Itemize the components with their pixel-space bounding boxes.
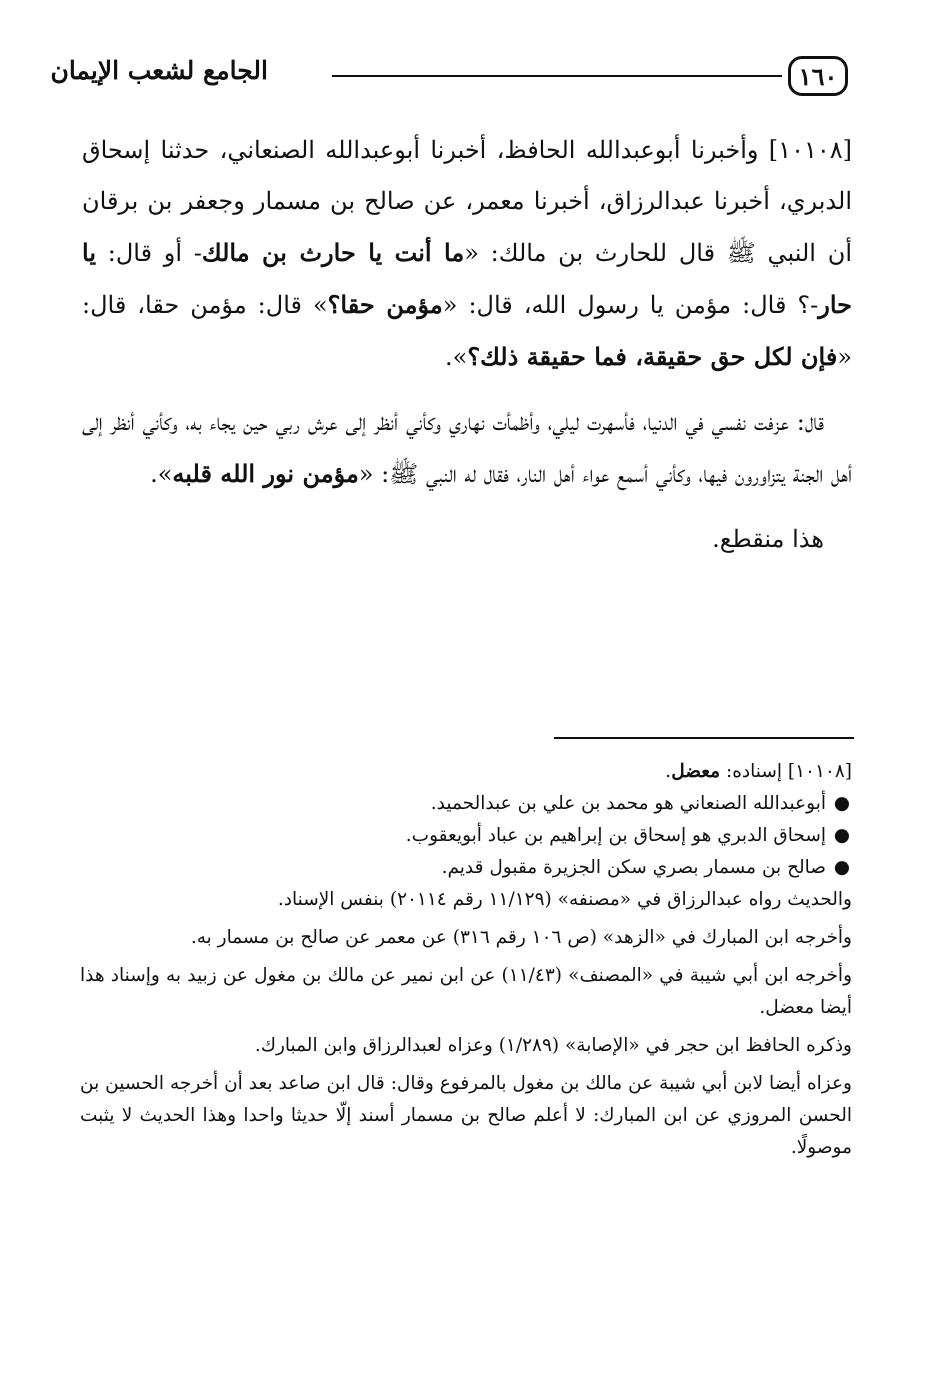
hadith-paragraph (82, 125, 852, 383)
bullet-icon: ● (833, 793, 850, 814)
footnote-number: [١٠١٠٨] إسناده: (720, 761, 852, 782)
main-text (82, 125, 852, 565)
footnotes (80, 756, 852, 1164)
hadith-isnad: [١٠١٠٨] وأخبرنا أبوعبدالله الحافظ، أخبرنا أبوعبدالله الصنعاني، حدثنا إسحاق الدبري، أخبرنا عبدالرزاق، أخبرنا معمر، عن صالح بن مسمار وجعفر بن برقان أن النبي ﷺ قال للحارث بن مالك: « (82, 136, 852, 267)
hadith-text: ». (150, 460, 173, 488)
page-header (50, 46, 854, 106)
hadith-quote: مؤمن حقا؟ (327, 290, 443, 319)
hadith-quote: مؤمن نور الله قلبه (172, 459, 359, 488)
page-number: ١٦٠ (788, 56, 848, 96)
narrator-text: إسحاق الدبري هو إسحاق بن إبراهيم بن عباد أبويعقوب. (405, 825, 826, 846)
hadith-quote: ما أنت يا حارث بن مالك (201, 238, 465, 267)
hadith-text: » قال: مؤمن حقا، قال: « (82, 291, 852, 371)
footnote-heading (80, 756, 852, 788)
hadith-quote: فإن لكل حق حقيقة، فما حقيقة ذلك؟ (467, 342, 838, 371)
narrator-item (80, 788, 852, 820)
bullet-icon: ● (833, 857, 850, 878)
footnote-line: وأخرجه ابن أبي شيبة في «المصنف» (١١/٤٣) عن ابن نمير عن مالك بن مغول عن زبيد به وإسناد هذا أيضا معضل. (80, 965, 853, 1018)
footnote-line: وأخرجه ابن المبارك في «الزهد» (ص ١٠٦ رقم ٣١٦) عن معمر عن صالح بن مسمار به. (190, 927, 852, 948)
hadith-text: - أو قال: (96, 239, 202, 267)
narrator-text: صالح بن مسمار بصري سكن الجزيرة مقبول قديم. (441, 857, 826, 878)
narrator-item (80, 820, 852, 852)
narrator-item (80, 852, 852, 884)
footnote-line: وذكره الحافظ ابن حجر في «الإصابة» (١/٢٨٩) وعزاه لعبدالرزاق وابن المبارك. (254, 1035, 852, 1056)
footnote-line: وعزاه أيضا لابن أبي شيبة عن مالك بن مغول بالمرفوع وقال: قال ابن صاعد بعد أن أخرجه الحسين بن الحسن المروزي عن ابن المبارك: لا أعلم صالح بن مسمار أسند إلّا حديثا واحدا وهذا الحديث لا يثبت موصولًا. (80, 1073, 852, 1158)
footnote-line: والحديث رواه عبدالرزاق في «مصنفه» (١١/١٢٩ رقم ٢٠١١٤) بنفس الإسناد. (277, 889, 852, 910)
hadith-quote: يا حار (82, 238, 853, 319)
footnote-text: . (665, 761, 672, 782)
hadith-paragraph (82, 397, 852, 500)
footnote-separator (554, 737, 854, 739)
narrator-text: أبوعبدالله الصنعاني هو محمد بن علي بن عبدالحميد. (430, 793, 826, 814)
hadith-text: قال: عزفت نفسي في الدنيا، فأسهرت ليلي، وأظمأت نهاري وكأني أنظر إلى عرش ربي حين يجاء به، وكأني أنظر إلى أهل الجنة يتزاورون فيها، وكأني أسمع عواء أهل النار، فقال له النبي ﷺ: « (82, 408, 852, 488)
hadith-text: -؟ قال: مؤمن يا رسول الله، قال: « (442, 291, 819, 319)
bullet-icon: ● (833, 825, 850, 846)
header-rule (332, 75, 782, 77)
footnote-grade: معضل (671, 761, 721, 782)
narrator-list (80, 788, 852, 884)
grading-note: هذا منقطع. (712, 525, 824, 553)
hadith-text: ». (445, 343, 468, 371)
running-title: الجامع لشعب الإيمان (50, 56, 268, 85)
